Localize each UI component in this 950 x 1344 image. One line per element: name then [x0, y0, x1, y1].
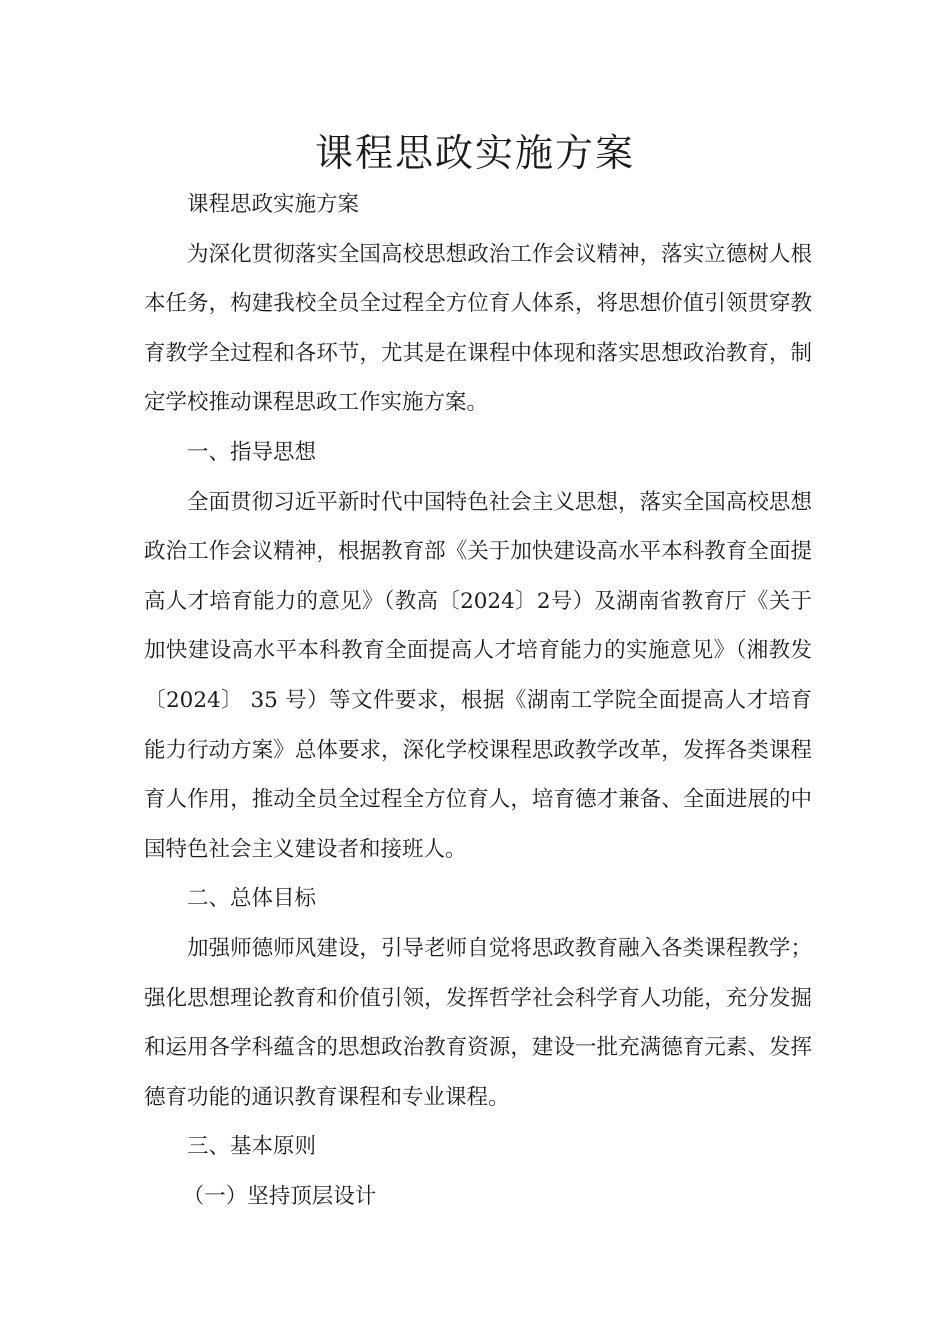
section-heading-guiding-ideology: 一、指导思想 — [187, 439, 317, 465]
intro-paragraph: 为深化贯彻落实全国高校思想政治工作会议精神，落实立德树人根本任务，构建我校全员全过程全方位育人体系，将思想价值引领贯穿教育教学全过程和各环节，尤其是在课程中体现和落实思想政治教育，制定学校推动课程思政工作实施方案。 — [144, 241, 812, 416]
document-body — [144, 180, 812, 1221]
sub-heading-top-level-design: （一）坚持顶层设计 — [182, 1183, 377, 1209]
section-body-guiding-ideology: 全面贯彻习近平新时代中国特色社会主义思想，落实全国高校思想政治工作会议精神，根据教育部《关于加快建设高水平本科教育全面提高人才培育能力的意见》（教高〔2024〕2号）及湖南省教育厅《关于加快建设高水平本科教育全面提高人才培育能力的实施意见》（湘教发〔2024〕 35 号）等文件要求，根据《湖南工学院全面提高人才培育能力行动方案》总体要求，深化学校课程思政教学改革，发挥各类课程育人作用，推动全员全过程全方位育人，培育德才兼备、全面进展的中国特色社会主义建设者和接班人。 — [144, 489, 812, 862]
section-body-overall-goals: 加强师德师风建设，引导老师自觉将思政教育融入各类课程教学；强化思想理论教育和价值引领，发挥哲学社会科学育人功能，充分发掘和运用各学科蕴含的思想政治教育资源，建设一批充满德育元素、发挥德育功能的通识教育课程和专业课程。 — [144, 935, 812, 1110]
document-subtitle: 课程思政实施方案 — [187, 192, 360, 217]
document-title: 课程思政实施方案 — [314, 131, 635, 175]
section-heading-overall-goals: 二、总体目标 — [187, 886, 317, 912]
section-heading-basic-principles: 三、基本原则 — [187, 1134, 317, 1160]
